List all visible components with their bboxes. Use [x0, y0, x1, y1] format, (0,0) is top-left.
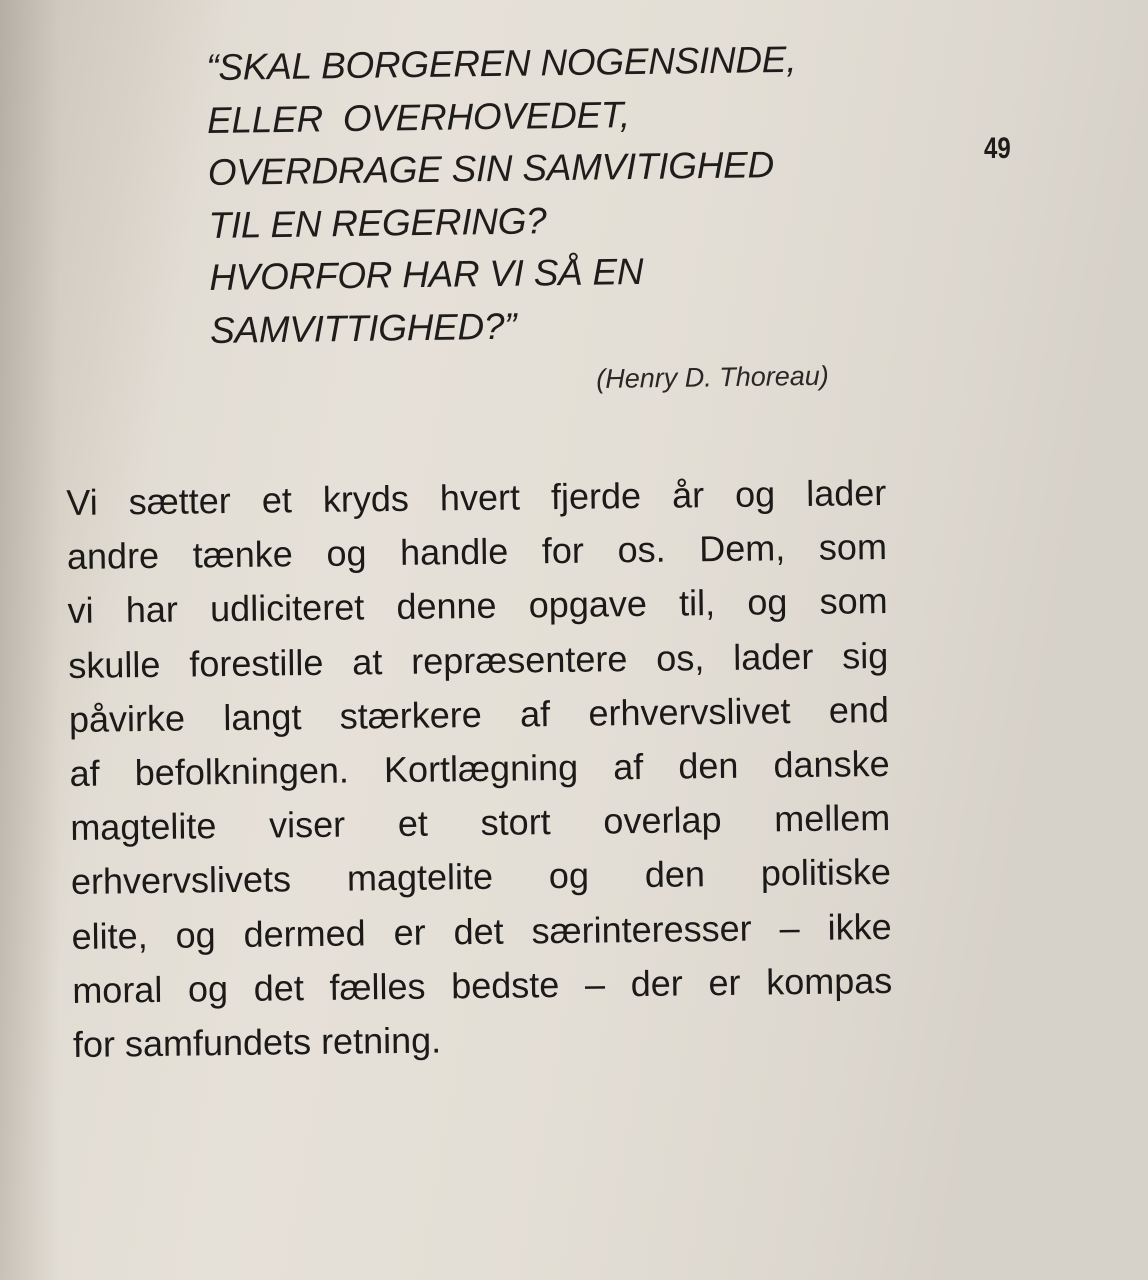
body-line: erhvervslivets magtelite og den politiske: [70, 851, 892, 903]
body-line: elite, og dermed er det særinteresser – ikke: [71, 905, 892, 957]
quote-line: ELLER OVERHOVEDET,: [206, 93, 631, 141]
quote-attribution: (Henry D. Thoreau): [596, 360, 829, 394]
quote-line: SAMVITTIGHED?”: [209, 305, 517, 351]
epigraph-quote: [206, 32, 910, 357]
body-line: Vi sætter et kryds hvert fjerde år og lader: [66, 471, 887, 523]
body-line: magtelite viser et stort overlap mellem: [70, 797, 891, 849]
body-line: vi har udliciteret denne opgave til, og som: [67, 580, 888, 632]
body-paragraph: [66, 466, 893, 1072]
page-number: 49: [984, 132, 1011, 165]
quote-line: OVERDRAGE SIN SAMVITIGHED: [207, 144, 775, 193]
quote-line: HVORFOR HAR VI SÅ EN: [209, 250, 644, 298]
body-line: for samfundets retning.: [72, 1019, 442, 1065]
body-line: moral og det fælles bedste – der er kompas: [72, 959, 893, 1011]
quote-line: TIL EN REGERING?: [208, 199, 547, 246]
body-line: skulle forestille at repræsentere os, lader sig: [68, 634, 889, 686]
body-line: påvirke langt stærkere af erhvervslivet end: [68, 688, 890, 740]
quote-line: “SKAL BORGEREN NOGENSINDE,: [206, 38, 797, 88]
page-gutter-shadow: [0, 0, 60, 1280]
body-line: af befolkningen. Kortlægning af den danske: [69, 742, 890, 794]
body-line: andre tænke og handle for os. Dem, som: [66, 526, 888, 578]
